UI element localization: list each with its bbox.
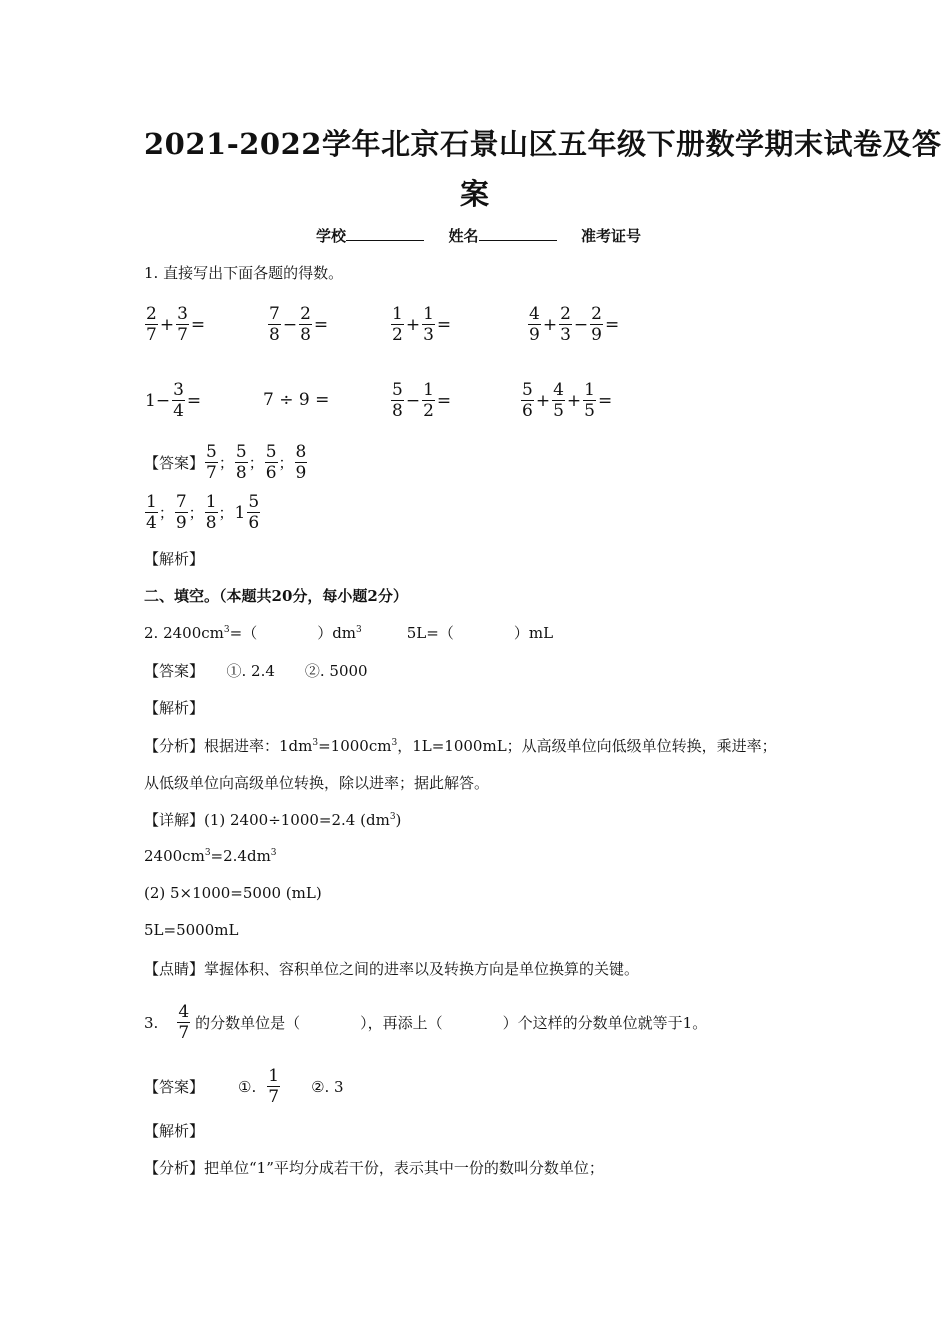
fraction: $\frac{5}{6}$ (522, 380, 533, 421)
q1-analysis-label: 【解析】 (144, 550, 205, 568)
fraction: $\frac{5}{8}$ (235, 442, 247, 483)
fraction: $\frac{2}{8}$ (300, 304, 311, 345)
q2-answer: 【答案】 ①. 2.4 ②. 5000 (144, 662, 368, 680)
q1-prompt: 1. 直接写出下面各题的得数。 (144, 264, 344, 282)
fraction: $\frac{7}{9}$ (175, 492, 187, 533)
fraction: $\frac{1}{2}$ (423, 380, 434, 421)
fraction: $\frac{8}{9}$ (295, 442, 307, 483)
q1-expr-1: $\frac{2}{7}$ + $\frac{3}{7}$ = (146, 304, 206, 345)
q2-dianjing: 【点睛】掌握体积、容积单位之间的进率以及转换方向是单位换算的关键。 (144, 960, 640, 978)
page-title-line2: 案 (460, 177, 490, 211)
answer-label: 【答案】 (144, 454, 205, 472)
q1-expr-8: $\frac{5}{6}$ + $\frac{4}{5}$ + $\frac{1}{5}$ = (522, 380, 613, 421)
q3-question: 3. $\frac{4}{7}$ 的分数单位是（ ），再添上（ ）个这样的分数单位就等于1。 (144, 1002, 708, 1043)
q3-answer: 【答案】 ①. $\frac{1}{7}$ ②. 3 (144, 1066, 344, 1107)
fraction: $\frac{5}{6}$ (248, 492, 260, 533)
fraction: $\frac{1}{3}$ (423, 304, 434, 345)
page-title-line1: 2021-2022学年北京石景山区五年级下册数学期末试卷及答 (144, 127, 942, 161)
name-blank[interactable] (479, 226, 557, 241)
q1-expr-6: 7 ÷ 9 = (263, 390, 330, 410)
fraction: $\frac{1}{8}$ (205, 492, 217, 533)
fraction: $\frac{5}{6}$ (265, 442, 277, 483)
school-blank[interactable] (346, 226, 424, 241)
q2-question: 2. $2400cm^3=$（ ）$dm^3$ 5L=（ ）mL (144, 624, 554, 642)
q2-detail-line4: 5L=5000mL (144, 921, 239, 939)
fraction: $\frac{1}{4}$ (146, 492, 157, 533)
fraction: $\frac{3}{7}$ (177, 304, 188, 345)
q2-fenxi-line1: 【分析】根据进率：$1dm^3=1000cm^3$，1L=1000mL；从高级单位向低级单位转换，乘进率； (144, 737, 777, 755)
name-label: 姓名 (448, 227, 479, 245)
q2-detail-line3: (2) 5×1000=5000 (mL) (144, 884, 322, 902)
fraction: $\frac{4}{9}$ (529, 304, 540, 345)
q2-analysis-label: 【解析】 (144, 699, 205, 717)
q1-expr-4: $\frac{4}{9}$ + $\frac{2}{3}$ − $\frac{2}{9}$ = (529, 304, 620, 345)
fraction: $\frac{4}{7}$ (178, 1002, 190, 1043)
q1-expr-2: $\frac{7}{8}$ − $\frac{2}{8}$ = (269, 304, 329, 345)
q1-expr-5: 1− $\frac{3}{4}$ = (145, 380, 202, 421)
q2-fenxi-line2: 从低级单位向高级单位转换，除以进率；据此解答。 (144, 774, 490, 792)
fraction: $\frac{3}{4}$ (173, 380, 184, 421)
q2-detail-line1: 【详解】(1) 2400÷1000=2.4 $(dm^3)$ (144, 811, 402, 829)
fraction: $\frac{5}{7}$ (206, 442, 217, 483)
section2-heading: 二、填空。（本题共20分，每小题2分） (144, 587, 408, 605)
q1-expr-7: $\frac{5}{8}$ − $\frac{1}{2}$ = (392, 380, 452, 421)
q1-answer-row2: $\frac{1}{4}$ ； $\frac{7}{9}$ ； $\frac{1}{8}$ ； 1 $\frac{5}{6}$ (146, 492, 260, 533)
fraction: $\frac{4}{5}$ (553, 380, 564, 421)
fraction: $\frac{1}{2}$ (392, 304, 403, 345)
fraction: $\frac{2}{7}$ (146, 304, 157, 345)
q2-detail-line2: $2400cm^3=2.4dm^3$ (144, 847, 277, 865)
header-fields (316, 225, 641, 246)
q1-answer-row1: 【答案】 $\frac{5}{7}$ ； $\frac{5}{8}$ ； $\frac{5}{6}$ ； $\frac{8}{9}$ (144, 442, 307, 483)
fraction: $\frac{2}{3}$ (560, 304, 571, 345)
fraction: $\frac{7}{8}$ (269, 304, 280, 345)
fraction: $\frac{5}{8}$ (392, 380, 403, 421)
fraction: $\frac{1}{7}$ (268, 1066, 280, 1107)
school-label: 学校 (316, 227, 347, 245)
q3-fenxi: 【分析】把单位“1”平均分成若干份，表示其中一份的数叫分数单位； (144, 1159, 604, 1177)
fraction: $\frac{2}{9}$ (591, 304, 602, 345)
q3-analysis-label: 【解析】 (144, 1122, 205, 1140)
q1-expr-3: $\frac{1}{2}$ + $\frac{1}{3}$ = (392, 304, 452, 345)
fraction: $\frac{1}{5}$ (584, 380, 595, 421)
exam-no-label: 准考证号 (580, 227, 641, 245)
